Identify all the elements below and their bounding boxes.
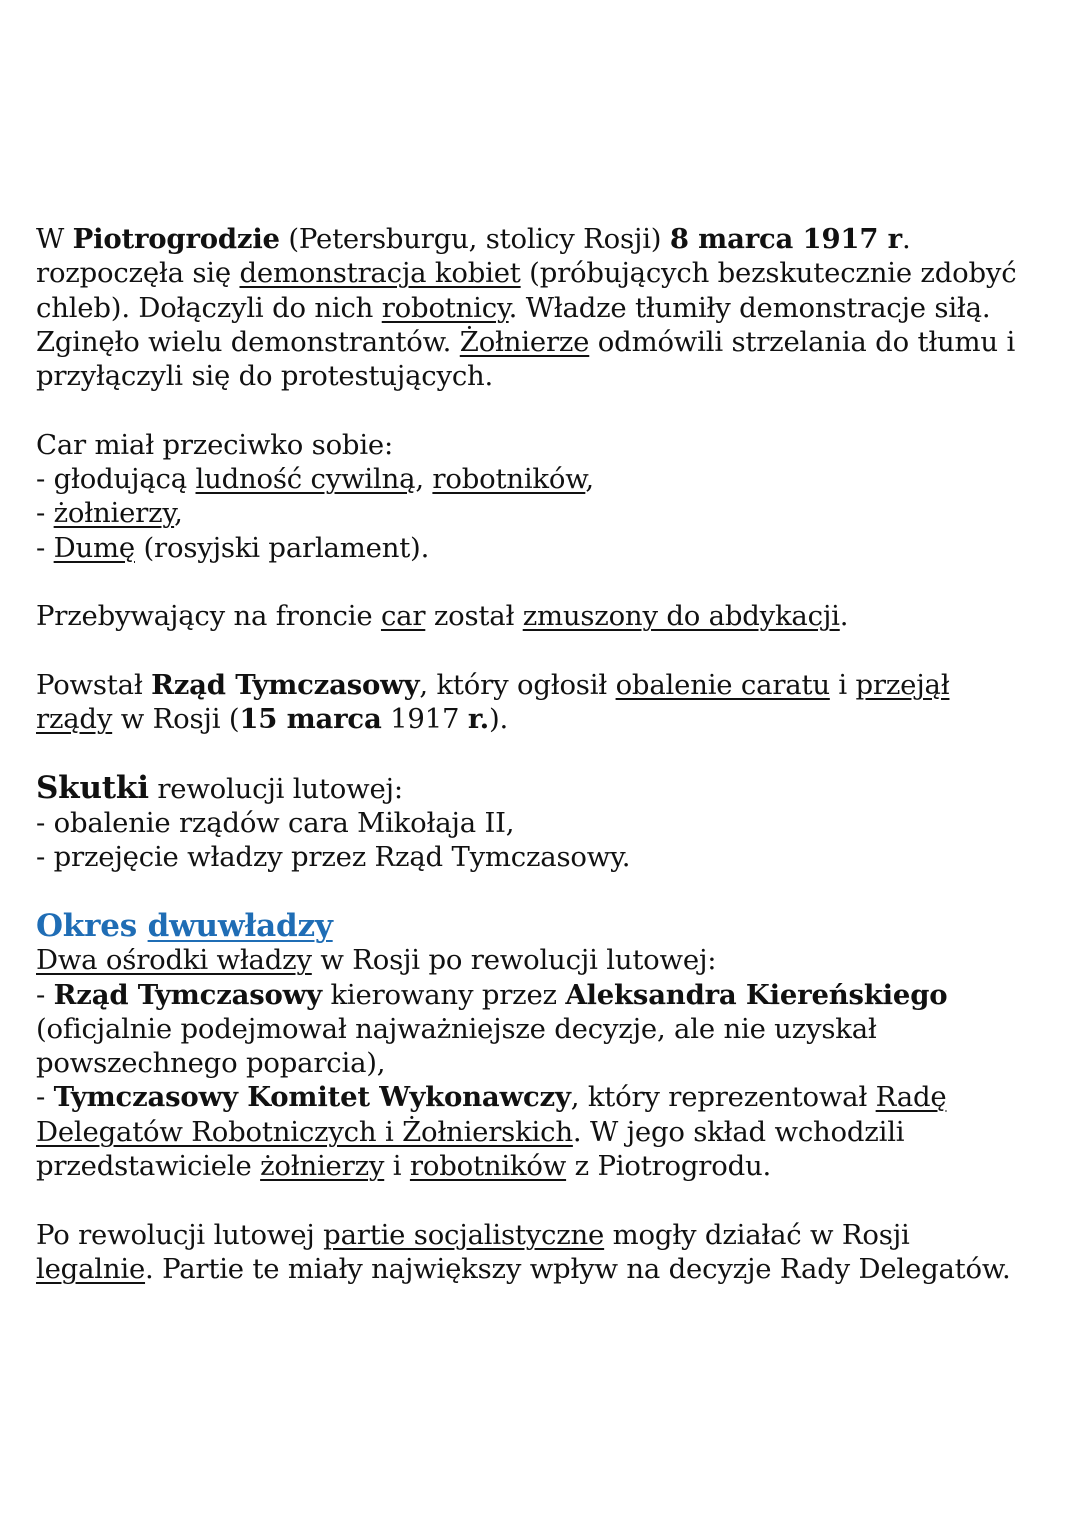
text: . — [839, 600, 849, 633]
underlined-term: demonstracja kobiet — [239, 257, 521, 290]
paragraph-abdication — [36, 599, 1056, 633]
text-line — [36, 702, 1056, 736]
text: w Rosji ( — [112, 703, 240, 736]
text-line — [36, 222, 1056, 256]
text-line — [36, 1115, 1056, 1149]
underlined-term: car — [380, 600, 426, 633]
underlined-term: partie socjalistyczne — [323, 1218, 605, 1251]
text: , — [585, 463, 594, 496]
underlined-term: żołnierzy — [53, 497, 175, 530]
text: , — [415, 463, 433, 496]
text-line: powszechnego poparcia), — [36, 1047, 386, 1080]
text: , który reprezentował — [570, 1081, 876, 1114]
text: . Władze tłumiły demonstracje siłą. — [508, 291, 991, 324]
text: przedstawiciele — [36, 1150, 261, 1183]
underlined-term: ludność cywilną — [195, 463, 416, 496]
paragraph-socialist-parties — [36, 1218, 1056, 1287]
text: mogły działać w Rosji — [604, 1218, 910, 1251]
text: - — [36, 531, 54, 564]
bold-term: Aleksandra Kiereńskiego — [565, 978, 948, 1011]
underlined-term: rządy — [36, 703, 113, 736]
underlined-term: robotników — [432, 463, 586, 496]
text-line — [36, 256, 1056, 290]
underlined-term: Żołnierze — [459, 325, 590, 358]
text-line — [36, 1218, 1056, 1252]
text: (próbujących bezskutecznie zdobyć — [520, 257, 1017, 290]
text: , — [174, 497, 183, 530]
text: - — [36, 497, 54, 530]
underlined-term: żołnierzy — [260, 1150, 385, 1183]
text-line — [36, 1149, 1056, 1183]
text: Zginęło wielu demonstrantów. — [36, 325, 460, 358]
text-line — [36, 291, 1056, 325]
text-line — [36, 599, 1056, 633]
list-item: - przejęcie władzy przez Rząd Tymczasowy. — [36, 841, 631, 874]
text: Po rewolucji lutowej — [36, 1218, 324, 1251]
text: (Petersburgu, stolicy Rosji) — [279, 223, 670, 255]
text: W — [36, 223, 73, 255]
text: z Piotrogrodu. — [566, 1150, 772, 1183]
underlined-term: obalenie caratu — [615, 668, 830, 701]
underlined-term: zmuszony do abdykacji — [522, 600, 840, 633]
paragraph-provisional-government — [36, 668, 1056, 737]
paragraph-dual-power — [36, 909, 1056, 1183]
list-intro: Car miał przeciwko sobie: — [36, 428, 394, 461]
text: odmówili strzelania do tłumu i — [589, 325, 1016, 358]
underlined-term: Radę — [875, 1081, 947, 1114]
bold-term: Skutki — [36, 769, 149, 806]
text: (rosyjski parlament). — [134, 531, 430, 564]
text: - — [36, 978, 54, 1011]
text: przyłączyli się do protestujących. — [36, 360, 494, 393]
bold-date: r. — [467, 703, 490, 736]
section-heading — [36, 909, 1056, 943]
underlined-term: Delegatów Robotniczych i Żołnierskich — [36, 1115, 573, 1148]
text: został — [425, 600, 523, 633]
text-line — [36, 771, 1056, 806]
text: w Rosji po rewolucji lutowej: — [311, 944, 717, 977]
text-line: (oficjalnie podejmował najważniejsze decyzje, ale nie uzyskał — [36, 1012, 877, 1045]
underlined-term: przejął — [855, 668, 950, 701]
underlined-term: legalnie — [36, 1252, 146, 1285]
text-line — [36, 359, 1056, 393]
list-item — [36, 978, 1056, 1012]
heading-underlined-text: dwuwładzy — [147, 907, 333, 944]
text-line — [36, 943, 1056, 977]
document-page — [36, 222, 1056, 1321]
text: - — [36, 1081, 54, 1114]
underlined-term: Dumę — [53, 531, 135, 564]
list-item: - obalenie rządów cara Mikołaja II, — [36, 807, 515, 840]
list-item — [36, 531, 1056, 565]
text: 1917 — [381, 703, 468, 736]
paragraph-tsar-opponents — [36, 428, 1056, 565]
paragraph-revolution-start — [36, 222, 1056, 393]
list-item — [36, 496, 1056, 530]
text: rewolucji lutowej: — [148, 772, 403, 805]
bold-term: Rząd Tymczasowy — [53, 978, 322, 1011]
text: ). — [489, 703, 509, 736]
underlined-term: robotnicy — [381, 291, 509, 324]
text: , który ogłosił — [419, 668, 616, 701]
bold-term: Rząd Tymczasowy — [151, 668, 420, 701]
text: - głodującą — [36, 463, 196, 496]
text: i — [829, 668, 856, 701]
bold-term: Piotrogrodzie — [72, 223, 280, 255]
text: Powstał — [36, 668, 152, 701]
text: . — [901, 223, 911, 255]
heading-text: Okres — [36, 907, 148, 944]
list-item — [36, 462, 1056, 496]
text-line — [36, 668, 1056, 702]
text: rozpoczęła się — [36, 257, 240, 290]
list-item — [36, 1080, 1056, 1114]
bold-date: 15 marca — [239, 703, 382, 736]
underlined-term: robotników — [409, 1150, 567, 1183]
text: i — [384, 1150, 410, 1183]
text: Przebywający na froncie — [36, 600, 381, 633]
text: chleb). Dołączyli do nich — [36, 291, 382, 324]
text: . W jego skład wchodzili — [572, 1115, 905, 1148]
bold-date: 8 marca 1917 r — [669, 223, 902, 255]
bold-term: Tymczasowy Komitet Wykonawczy — [53, 1081, 571, 1114]
text: . Partie te miały największy wpływ na decyzje Rady Delegatów. — [145, 1252, 1011, 1285]
text-line — [36, 1252, 1056, 1286]
text-line — [36, 325, 1056, 359]
underlined-term: Dwa ośrodki władzy — [36, 944, 312, 977]
text: kierowany przez — [321, 978, 566, 1011]
paragraph-consequences — [36, 771, 1056, 875]
